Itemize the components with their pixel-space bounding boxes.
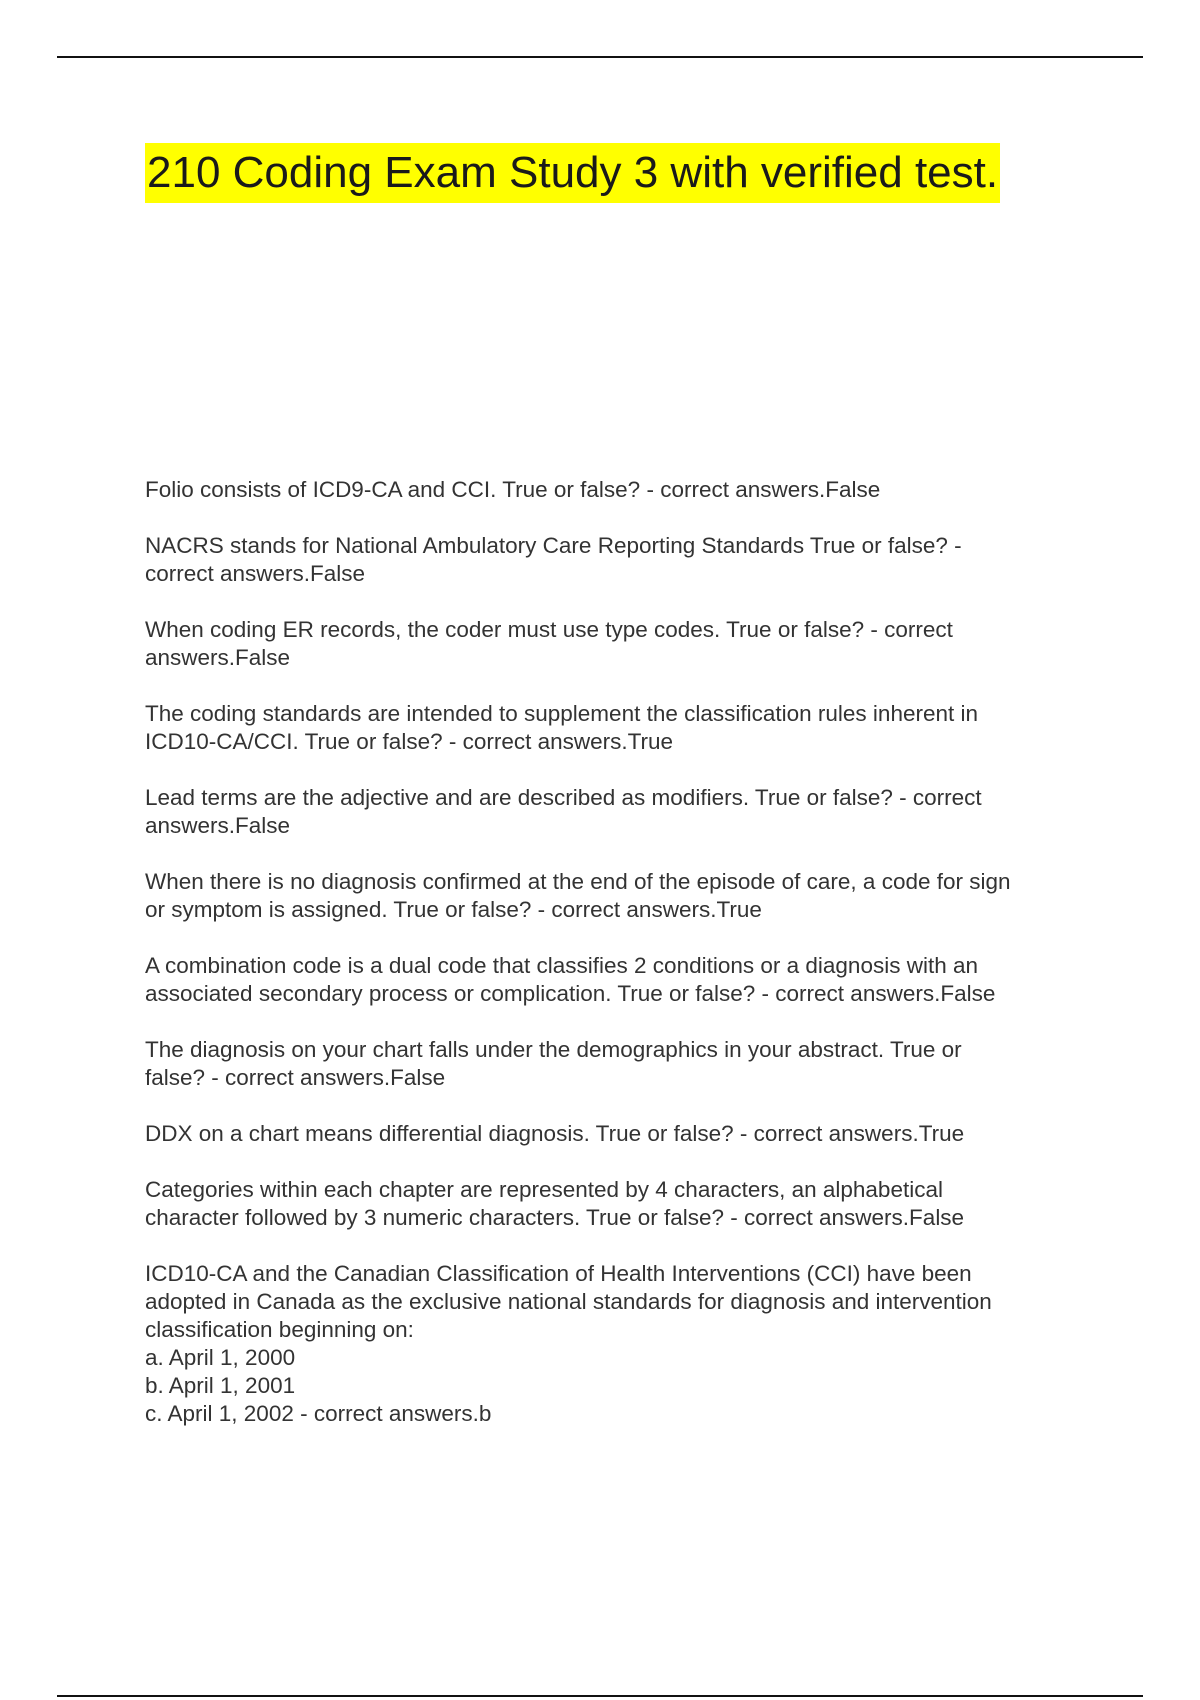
question-line: Lead terms are the adjective and are described as modifiers. True or false? - correct: [145, 785, 982, 810]
top-rule: [57, 56, 1143, 58]
question-line: false? - correct answers.False: [145, 1065, 446, 1090]
question-line: When there is no diagnosis confirmed at the end of the episode of care, a code for sign: [145, 869, 1011, 894]
question-line: answers.False: [145, 813, 291, 838]
question-line: adopted in Canada as the exclusive national standards for diagnosis and intervention: [145, 1289, 992, 1314]
question-item: [145, 784, 1085, 840]
question-line: correct answers.False: [145, 561, 366, 586]
question-line: ICD10-CA/CCI. True or false? - correct answers.True: [145, 729, 674, 754]
question-item: [145, 868, 1085, 924]
question-line: a. April 1, 2000: [145, 1345, 296, 1370]
question-item: [145, 476, 1085, 504]
question-line: character followed by 3 numeric characters. True or false? - correct answers.False: [145, 1205, 965, 1230]
question-item: [145, 952, 1085, 1008]
question-line: NACRS stands for National Ambulatory Care Reporting Standards True or false? -: [145, 533, 962, 558]
question-item: [145, 1036, 1085, 1092]
question-line: c. April 1, 2002 - correct answers.b: [145, 1401, 492, 1426]
question-line: Categories within each chapter are represented by 4 characters, an alphabetical: [145, 1177, 943, 1202]
question-line: answers.False: [145, 645, 291, 670]
question-item: [145, 616, 1085, 672]
question-line: The diagnosis on your chart falls under the demographics in your abstract. True or: [145, 1037, 962, 1062]
question-line: A combination code is a dual code that classifies 2 conditions or a diagnosis with an: [145, 953, 978, 978]
question-line: The coding standards are intended to supplement the classification rules inherent in: [145, 701, 979, 726]
question-line: ICD10-CA and the Canadian Classification of Health Interventions (CCI) have been: [145, 1261, 972, 1286]
question-item: [145, 700, 1085, 756]
question-line: or symptom is assigned. True or false? - correct answers.True: [145, 897, 762, 922]
question-line: Folio consists of ICD9-CA and CCI. True or false? - correct answers.False: [145, 477, 881, 502]
question-list: [145, 476, 1085, 1456]
question-line: associated secondary process or complication. True or false? - correct answers.False: [145, 981, 996, 1006]
page-title: 210 Coding Exam Study 3 with verified test.: [145, 143, 1000, 203]
bottom-rule: [57, 1695, 1143, 1697]
question-item: [145, 532, 1085, 588]
question-item: [145, 1120, 1085, 1148]
question-line: classification beginning on:: [145, 1317, 414, 1342]
question-item: [145, 1176, 1085, 1232]
question-line: DDX on a chart means differential diagnosis. True or false? - correct answers.True: [145, 1121, 965, 1146]
question-line: b. April 1, 2001: [145, 1373, 296, 1398]
question-line: When coding ER records, the coder must use type codes. True or false? - correct: [145, 617, 953, 642]
question-item: [145, 1260, 1085, 1428]
title-block: [145, 143, 1000, 203]
